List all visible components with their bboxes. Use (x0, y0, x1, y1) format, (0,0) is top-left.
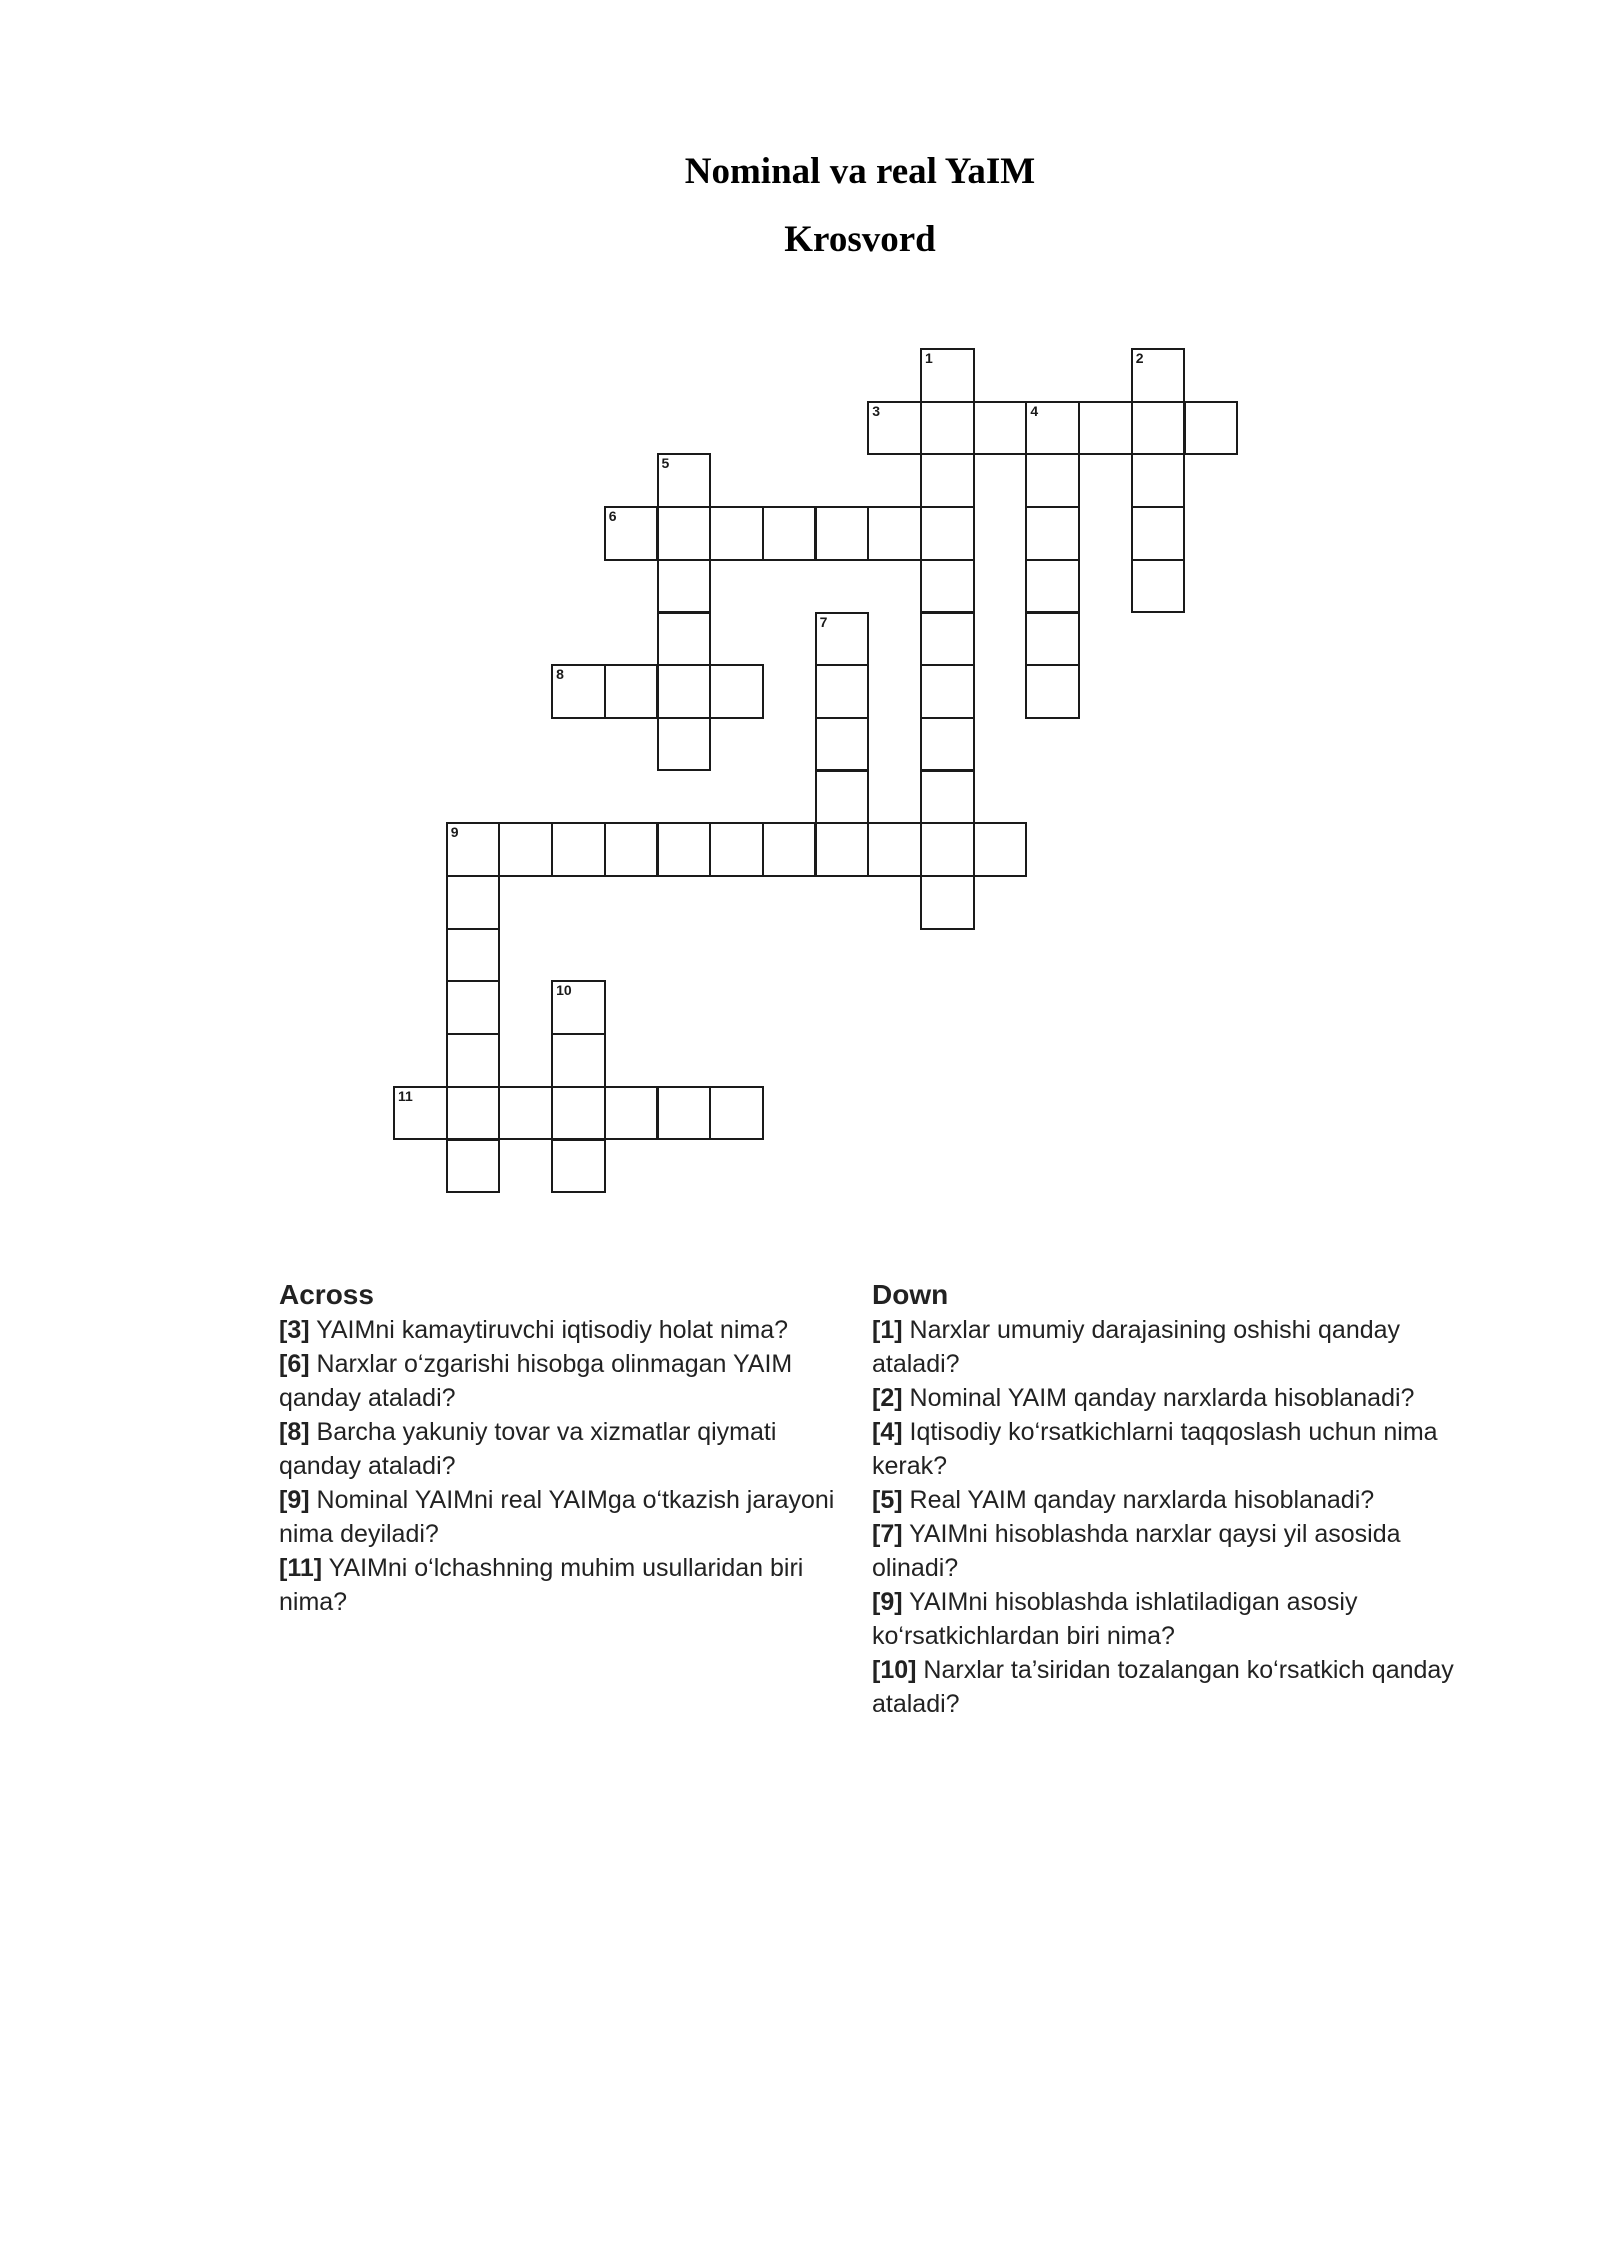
crossword-cell[interactable] (604, 822, 659, 877)
clue-text: Barcha yakuniy tovar va xizmatlar qiymati qanday ataladi? (279, 1418, 777, 1480)
clue-number: [2] (872, 1384, 903, 1412)
across-clues (279, 1277, 849, 1619)
down-clue (872, 1381, 1472, 1415)
page-subtitle: Krosvord (784, 219, 936, 260)
clue-text: Iqtisodiy ko‘rsatkichlarni taqqoslash uchun nima kerak? (872, 1418, 1438, 1480)
crossword-cell[interactable] (446, 1086, 501, 1141)
crossword-cell[interactable] (1184, 401, 1239, 456)
clue-number: [7] (872, 1520, 903, 1548)
clue-number: [8] (279, 1418, 310, 1446)
crossword-cell[interactable] (551, 980, 606, 1035)
crossword-cell[interactable] (1131, 348, 1186, 403)
down-heading: Down (872, 1279, 949, 1310)
clue-number: [6] (279, 1350, 310, 1378)
clue-number: [10] (872, 1656, 917, 1684)
crossword-cell[interactable] (762, 506, 817, 561)
down-clue (872, 1653, 1472, 1721)
crossword-cell[interactable] (815, 822, 870, 877)
crossword-cell[interactable] (973, 401, 1028, 456)
clue-text: Nominal YAIM qanday narxlarda hisoblanadi? (909, 1384, 1415, 1412)
clue-number: [9] (279, 1486, 310, 1514)
clue-number: [4] (872, 1418, 903, 1446)
crossword-cell[interactable] (920, 664, 975, 719)
crossword-cell[interactable] (551, 1139, 606, 1194)
crossword-cell[interactable] (446, 822, 501, 877)
crossword-cell[interactable] (1025, 612, 1080, 667)
cell-number: 8 (556, 666, 564, 683)
crossword-cell[interactable] (973, 822, 1028, 877)
crossword-cell[interactable] (446, 928, 501, 983)
crossword-cell[interactable] (815, 770, 870, 825)
crossword-cell[interactable] (446, 1139, 501, 1194)
crossword-cell[interactable] (1131, 453, 1186, 508)
crossword-cell[interactable] (1131, 559, 1186, 614)
down-clue (872, 1517, 1472, 1585)
crossword-cell[interactable] (657, 559, 712, 614)
crossword-cell[interactable] (657, 453, 712, 508)
crossword-cell[interactable] (920, 770, 975, 825)
clue-text: YAIMni o‘lchashning muhim usullaridan biri nima? (279, 1554, 804, 1616)
cell-number: 4 (1030, 402, 1039, 419)
crossword-cell[interactable] (551, 664, 606, 719)
crossword-cell[interactable] (867, 506, 922, 561)
crossword-cell[interactable] (657, 822, 712, 877)
clue-number: [1] (872, 1316, 903, 1344)
crossword-cell[interactable] (498, 822, 553, 877)
crossword-cell[interactable] (446, 875, 501, 930)
crossword-cell[interactable] (815, 506, 870, 561)
cell-number: 11 (398, 1087, 413, 1104)
cell-number: 1 (925, 350, 933, 366)
crossword-cell[interactable] (709, 822, 764, 877)
cell-number: 2 (1135, 350, 1144, 366)
crossword-cell[interactable] (1025, 664, 1080, 719)
crossword-cell[interactable] (920, 506, 975, 561)
crossword-cell[interactable] (920, 348, 975, 403)
crossword-cell[interactable] (657, 664, 712, 719)
crossword-cell[interactable] (604, 506, 659, 561)
clue-text: YAIMni hisoblashda ishlatiladigan asosiy ko‘rsatkichlardan biri nima? (872, 1588, 1358, 1650)
crossword-cell[interactable] (920, 822, 975, 877)
crossword-cell[interactable] (498, 1086, 553, 1141)
crossword-cell[interactable] (1078, 401, 1133, 456)
clue-text: Nominal YAIMni real YAIMga o‘tkazish jarayoni nima deyiladi? (279, 1486, 835, 1548)
crossword-cell[interactable] (920, 717, 975, 772)
crossword-cell[interactable] (1131, 506, 1186, 561)
clue-number: [9] (872, 1588, 903, 1616)
cell-number: 7 (819, 613, 828, 630)
crossword-cell[interactable] (920, 453, 975, 508)
crossword-cell[interactable] (867, 401, 922, 456)
cell-number: 5 (661, 455, 670, 472)
crossword-cell[interactable] (446, 1033, 501, 1088)
crossword-cell[interactable] (867, 822, 922, 877)
crossword-cell[interactable] (1025, 453, 1080, 508)
page-title: Nominal va real YaIM (684, 151, 1036, 192)
across-clue (279, 1551, 849, 1619)
crossword-cell[interactable] (1025, 559, 1080, 614)
crossword-cell[interactable] (815, 612, 870, 667)
clue-text: Narxlar umumiy darajasining oshishi qanday ataladi? (872, 1316, 1401, 1378)
down-clue (872, 1415, 1472, 1483)
across-clue-list (279, 1313, 849, 1619)
clue-number: [5] (872, 1486, 903, 1514)
down-clue (872, 1483, 1472, 1517)
clue-number: [11] (279, 1554, 323, 1582)
clue-text: YAIMni hisoblashda narxlar qaysi yil asosida olinadi? (872, 1520, 1401, 1582)
crossword-cell[interactable] (1131, 401, 1186, 456)
crossword-cell[interactable] (551, 822, 606, 877)
crossword-cell[interactable] (762, 822, 817, 877)
crossword-cell[interactable] (709, 506, 764, 561)
crossword-cell[interactable] (657, 1086, 712, 1141)
crossword-cell[interactable] (920, 875, 975, 930)
down-clue (872, 1585, 1472, 1653)
cell-number: 6 (608, 508, 617, 525)
clue-text: YAIMni kamaytiruvchi iqtisodiy holat nima? (316, 1316, 789, 1344)
clue-text: Narxlar o‘zgarishi hisobga olinmagan YAIM qanday ataladi? (279, 1350, 793, 1412)
crossword-cell[interactable] (815, 664, 870, 719)
cell-number: 3 (872, 402, 881, 419)
clue-number: [3] (279, 1316, 310, 1344)
crossword-cell[interactable] (393, 1086, 448, 1141)
crossword-cell[interactable] (709, 664, 764, 719)
crossword-cell[interactable] (551, 1086, 606, 1141)
across-clue (279, 1347, 849, 1415)
crossword-cell[interactable] (551, 1033, 606, 1088)
across-heading: Across (279, 1279, 374, 1310)
clue-text: Narxlar ta’siridan tozalangan ko‘rsatkich qanday ataladi? (872, 1656, 1454, 1718)
crossword-cell[interactable] (920, 612, 975, 667)
crossword-cell[interactable] (604, 1086, 659, 1141)
crossword-cell[interactable] (657, 717, 712, 772)
crossword-cell[interactable] (709, 1086, 764, 1141)
crossword-cell[interactable] (604, 664, 659, 719)
across-clue (279, 1483, 849, 1551)
crossword-cell[interactable] (815, 717, 870, 772)
crossword-cell[interactable] (1025, 506, 1080, 561)
crossword-cell[interactable] (657, 612, 712, 667)
across-clue (279, 1415, 849, 1483)
crossword-cell[interactable] (657, 506, 712, 561)
crossword-cell[interactable] (920, 559, 975, 614)
crossword-cell[interactable] (920, 401, 975, 456)
crossword-cell[interactable] (1025, 401, 1080, 456)
down-clues (872, 1277, 1472, 1721)
down-clue (872, 1313, 1472, 1381)
crossword-cell[interactable] (446, 980, 501, 1035)
cell-number: 10 (556, 982, 572, 999)
across-clue (279, 1313, 849, 1347)
down-clue-list (872, 1313, 1472, 1721)
cell-number: 9 (450, 824, 459, 841)
clue-text: Real YAIM qanday narxlarda hisoblanadi? (909, 1486, 1375, 1514)
